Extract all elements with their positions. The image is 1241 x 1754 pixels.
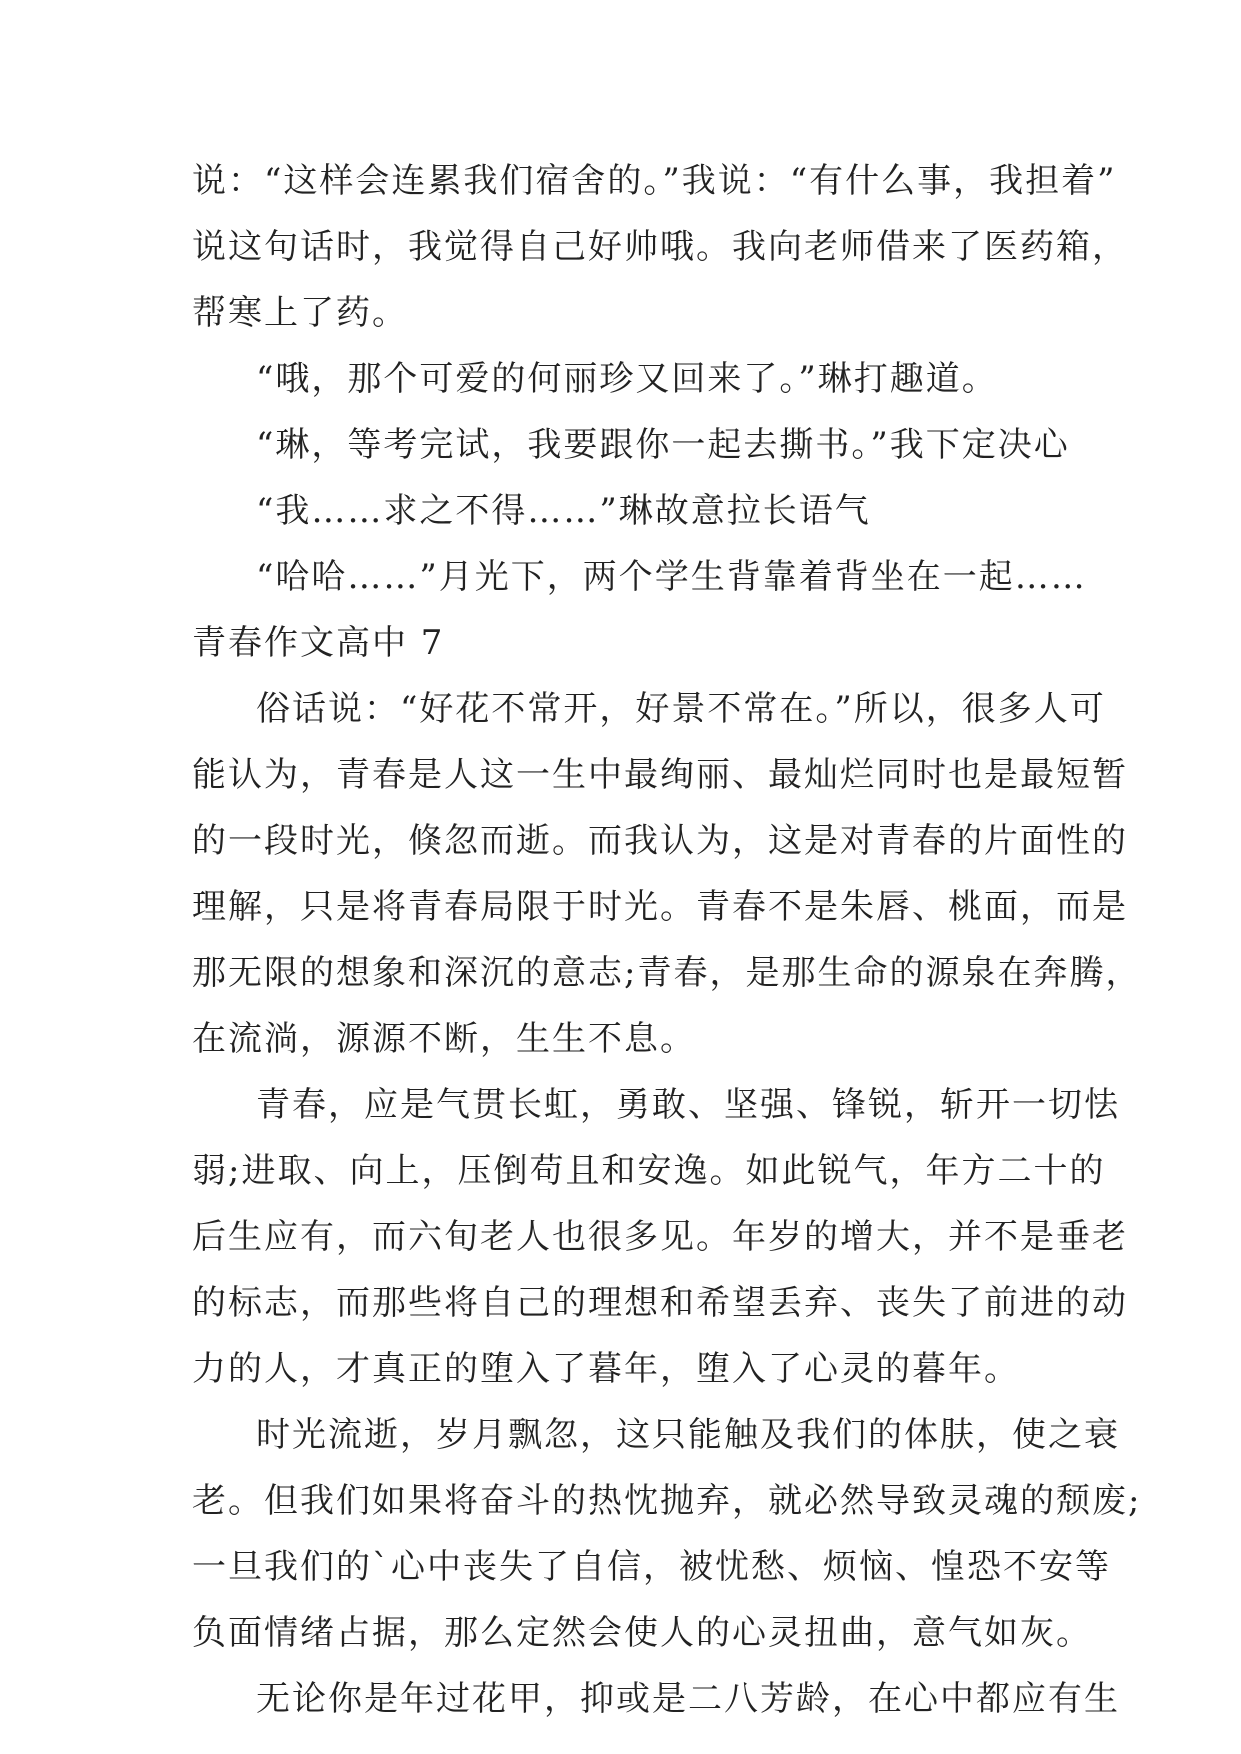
text-line: 那无限的想象和深沉的意志;青春，是那生命的源泉在奔腾， xyxy=(192,953,1142,993)
text-line: 的一段时光，倏忽而逝。而我认为，这是对青春的片面性的 xyxy=(192,821,1128,861)
dialogue-line: “哦，那个可爱的何丽珍又回来了。”琳打趣道。 xyxy=(256,359,998,399)
paragraph-start-line: 无论你是年过花甲，抑或是二八芳龄，在心中都应有生 xyxy=(256,1679,1120,1719)
text-line: 说这句话时，我觉得自己好帅哦。我向老师借来了医药箱， xyxy=(192,227,1128,267)
text-line: 能认为，青春是人这一生中最绚丽、最灿烂同时也是最短暂 xyxy=(192,755,1128,795)
text-line: 理解，只是将青春局限于时光。青春不是朱唇、桃面，而是 xyxy=(192,887,1128,927)
dialogue-line: “琳，等考完试，我要跟你一起去撕书。”我下定决心 xyxy=(256,425,1070,465)
document-body xyxy=(192,152,1142,1736)
paragraph-start-line: 俗话说：“好花不常开，好景不常在。”所以，很多人可 xyxy=(256,689,1106,729)
text-line: 老。但我们如果将奋斗的热忱抛弃，就必然导致灵魂的颓废; xyxy=(192,1481,1142,1521)
text-line: 负面情绪占据，那么定然会使人的心灵扭曲，意气如灰。 xyxy=(192,1613,1092,1653)
text-line: 一旦我们的`心中丧失了自信，被忧愁、烦恼、惶恐不安等 xyxy=(192,1547,1111,1587)
section-heading: 青春作文高中 7 xyxy=(192,623,445,663)
text-line: 在流淌，源源不断，生生不息。 xyxy=(192,1019,696,1059)
text-line: 的标志，而那些将自己的理想和希望丢弃、丧失了前进的动 xyxy=(192,1283,1128,1323)
paragraph-start-line: 青春，应是气贯长虹，勇敢、坚强、锋锐，斩开一切怯 xyxy=(256,1085,1120,1125)
text-line: 说：“这样会连累我们宿舍的。”我说：“有什么事，我担着” xyxy=(192,161,1117,201)
text-line: 后生应有，而六旬老人也很多见。年岁的增大，并不是垂老 xyxy=(192,1217,1128,1257)
dialogue-line: “我……求之不得……”琳故意拉长语气 xyxy=(256,491,871,531)
text-line: 帮寒上了药。 xyxy=(192,293,408,333)
dialogue-line: “哈哈……”月光下，两个学生背靠着背坐在一起…… xyxy=(256,557,1087,597)
paragraph-start-line: 时光流逝，岁月飘忽，这只能触及我们的体肤，使之衰 xyxy=(256,1415,1120,1455)
text-line: 力的人，才真正的堕入了暮年，堕入了心灵的暮年。 xyxy=(192,1349,1020,1389)
text-line: 弱;进取、向上，压倒苟且和安逸。如此锐气，年方二十的 xyxy=(192,1151,1106,1191)
